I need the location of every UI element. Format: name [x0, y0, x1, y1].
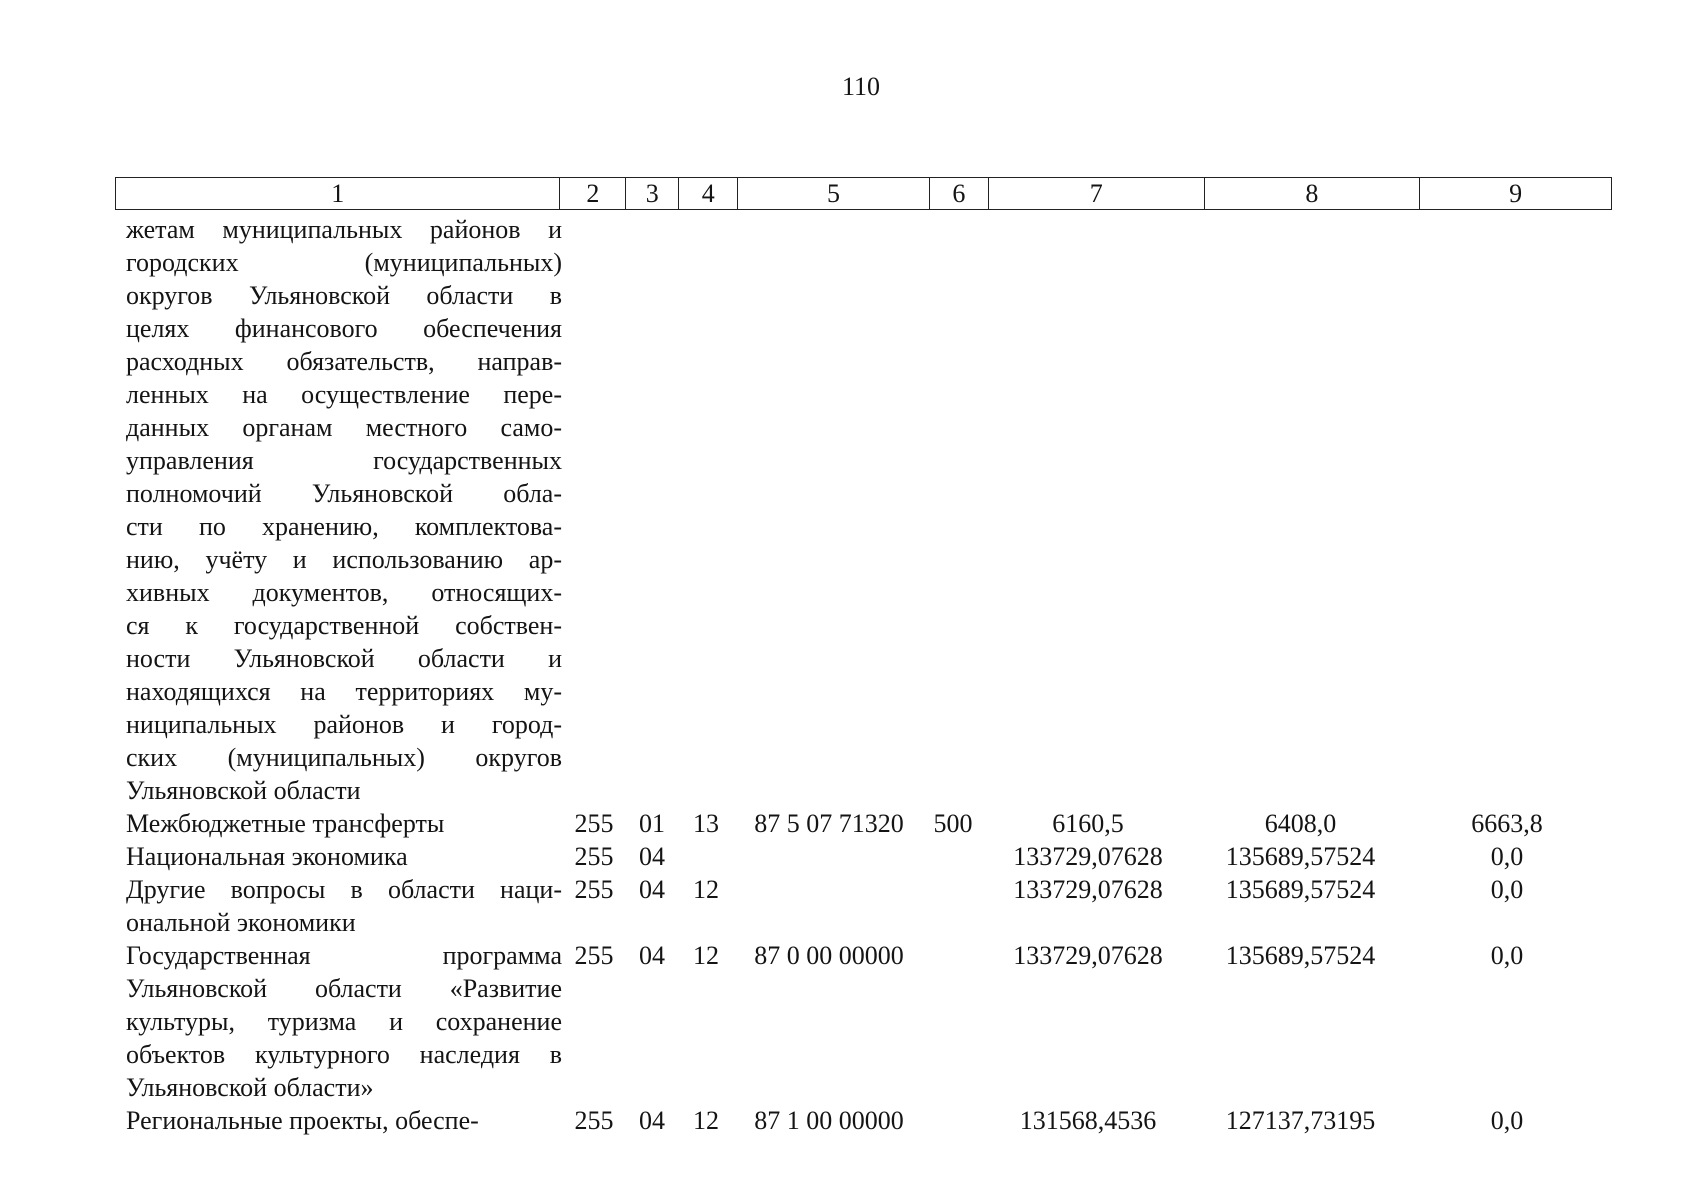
cell-col-4 — [678, 213, 734, 807]
description-line: полномочий Ульяновской обла- — [126, 479, 562, 508]
table-body — [115, 213, 1612, 1137]
description-line: объектов культурного наследия в — [126, 1040, 562, 1069]
description-line: Государственная программа — [126, 941, 562, 970]
cell-col-8: 135689,57524 — [1225, 941, 1376, 970]
description-line: Другие вопросы в области наци- — [126, 875, 562, 904]
cell-col-9: 0,0 — [1490, 842, 1524, 871]
column-header-8: 8 — [1204, 178, 1420, 209]
table-row — [115, 939, 1612, 1104]
description-line: Национальная экономика — [126, 842, 408, 871]
column-header-3: 3 — [625, 178, 678, 209]
cell-col-5 — [734, 213, 924, 807]
cell-col-3: 04 — [639, 875, 665, 904]
table-header-row — [115, 177, 1612, 210]
cell-col-9: 6663,8 — [1471, 809, 1543, 838]
cell-col-2: 255 — [574, 842, 614, 871]
cell-col-5: 87 1 00 00000 — [754, 1106, 904, 1135]
cell-col-8: 135689,57524 — [1225, 842, 1376, 871]
column-header-9: 9 — [1419, 178, 1611, 209]
cell-col-2: 255 — [574, 875, 614, 904]
cell-col-7: 6160,5 — [1052, 809, 1124, 838]
column-header-4: 4 — [678, 178, 737, 209]
cell-col-7 — [982, 213, 1194, 807]
cell-col-7: 131568,4536 — [1019, 1106, 1157, 1135]
table-row — [115, 873, 1612, 939]
cell-col-3: 01 — [639, 809, 665, 838]
row-description — [115, 1104, 562, 1137]
cell-col-3 — [626, 213, 678, 807]
cell-col-3: 04 — [639, 1106, 665, 1135]
description-line: расходных обязательств, направ- — [126, 347, 562, 376]
cell-col-6 — [924, 939, 982, 1104]
description-line: Ульяновской области» — [126, 1073, 374, 1102]
description-line: целях финансового обеспечения — [126, 314, 562, 343]
column-header-1: 1 — [331, 179, 345, 208]
description-line: хивных документов, относящих- — [126, 578, 562, 607]
cell-col-4: 13 — [693, 809, 719, 838]
description-line: данных органам местного само- — [126, 413, 562, 442]
row-description — [115, 807, 562, 840]
cell-col-5: 87 0 00 00000 — [754, 941, 904, 970]
cell-col-6: 500 — [933, 809, 973, 838]
cell-col-9: 0,0 — [1490, 941, 1524, 970]
description-line: находящихся на территориях му- — [126, 677, 562, 706]
cell-col-7: 133729,07628 — [1013, 875, 1163, 904]
description-line: Межбюджетные трансферты — [126, 809, 445, 838]
row-description — [115, 873, 562, 939]
cell-col-6 — [924, 1104, 982, 1137]
description-line: ниципальных районов и город- — [126, 710, 562, 739]
column-header-2: 2 — [559, 178, 625, 209]
description-line: ся к государственной собствен- — [126, 611, 562, 640]
description-line: городских (муниципальных) — [126, 248, 562, 277]
description-line: сти по хранению, комплектова- — [126, 512, 562, 541]
table-row — [115, 213, 1612, 807]
row-description — [115, 939, 562, 1104]
cell-col-3: 04 — [639, 941, 665, 970]
description-line: ских (муниципальных) округов — [126, 743, 562, 772]
cell-col-9: 0,0 — [1490, 1106, 1524, 1135]
page-number: 110 — [841, 72, 881, 101]
cell-col-8: 135689,57524 — [1225, 875, 1376, 904]
cell-col-5 — [734, 873, 924, 939]
cell-col-6 — [924, 213, 982, 807]
cell-col-6 — [924, 873, 982, 939]
column-header-6: 6 — [929, 178, 988, 209]
cell-col-8: 6408,0 — [1264, 809, 1337, 838]
table-row — [115, 807, 1612, 840]
column-header-5: 5 — [737, 178, 929, 209]
cell-col-4: 12 — [693, 875, 719, 904]
cell-col-7: 133729,07628 — [1013, 941, 1163, 970]
cell-col-3: 04 — [639, 842, 665, 871]
description-line: округов Ульяновской области в — [126, 281, 562, 310]
description-line: нию, учёту и использованию ар- — [126, 545, 562, 574]
cell-col-4: 12 — [693, 941, 719, 970]
cell-col-9: 0,0 — [1490, 875, 1524, 904]
column-header-7: 7 — [988, 178, 1204, 209]
cell-col-2 — [562, 213, 626, 807]
cell-col-2: 255 — [574, 809, 614, 838]
cell-col-8: 127137,73195 — [1225, 1106, 1376, 1135]
description-line: управления государственных — [126, 446, 562, 475]
row-description — [115, 840, 562, 873]
row-description — [115, 213, 562, 807]
description-line: Ульяновской области «Развитие — [126, 974, 562, 1003]
cell-col-9 — [1407, 213, 1607, 807]
cell-col-4: 12 — [693, 1106, 719, 1135]
cell-col-6 — [924, 840, 982, 873]
table-row — [115, 1104, 1612, 1137]
table-row — [115, 840, 1612, 873]
description-line: Региональные проекты, обеспе- — [126, 1106, 479, 1135]
description-line: жетам муниципальных районов и — [126, 215, 562, 244]
description-line: ности Ульяновской области и — [126, 644, 562, 673]
cell-col-7: 133729,07628 — [1013, 842, 1163, 871]
cell-col-5: 87 5 07 71320 — [754, 809, 904, 838]
cell-col-8 — [1194, 213, 1407, 807]
description-line: ональной экономики — [126, 908, 356, 937]
cell-col-2: 255 — [574, 941, 614, 970]
description-line: ленных на осуществление пере- — [126, 380, 562, 409]
cell-col-4 — [678, 840, 734, 873]
cell-col-5 — [734, 840, 924, 873]
description-line: Ульяновской области — [126, 776, 361, 805]
cell-col-2: 255 — [574, 1106, 614, 1135]
description-line: культуры, туризма и сохранение — [126, 1007, 562, 1036]
